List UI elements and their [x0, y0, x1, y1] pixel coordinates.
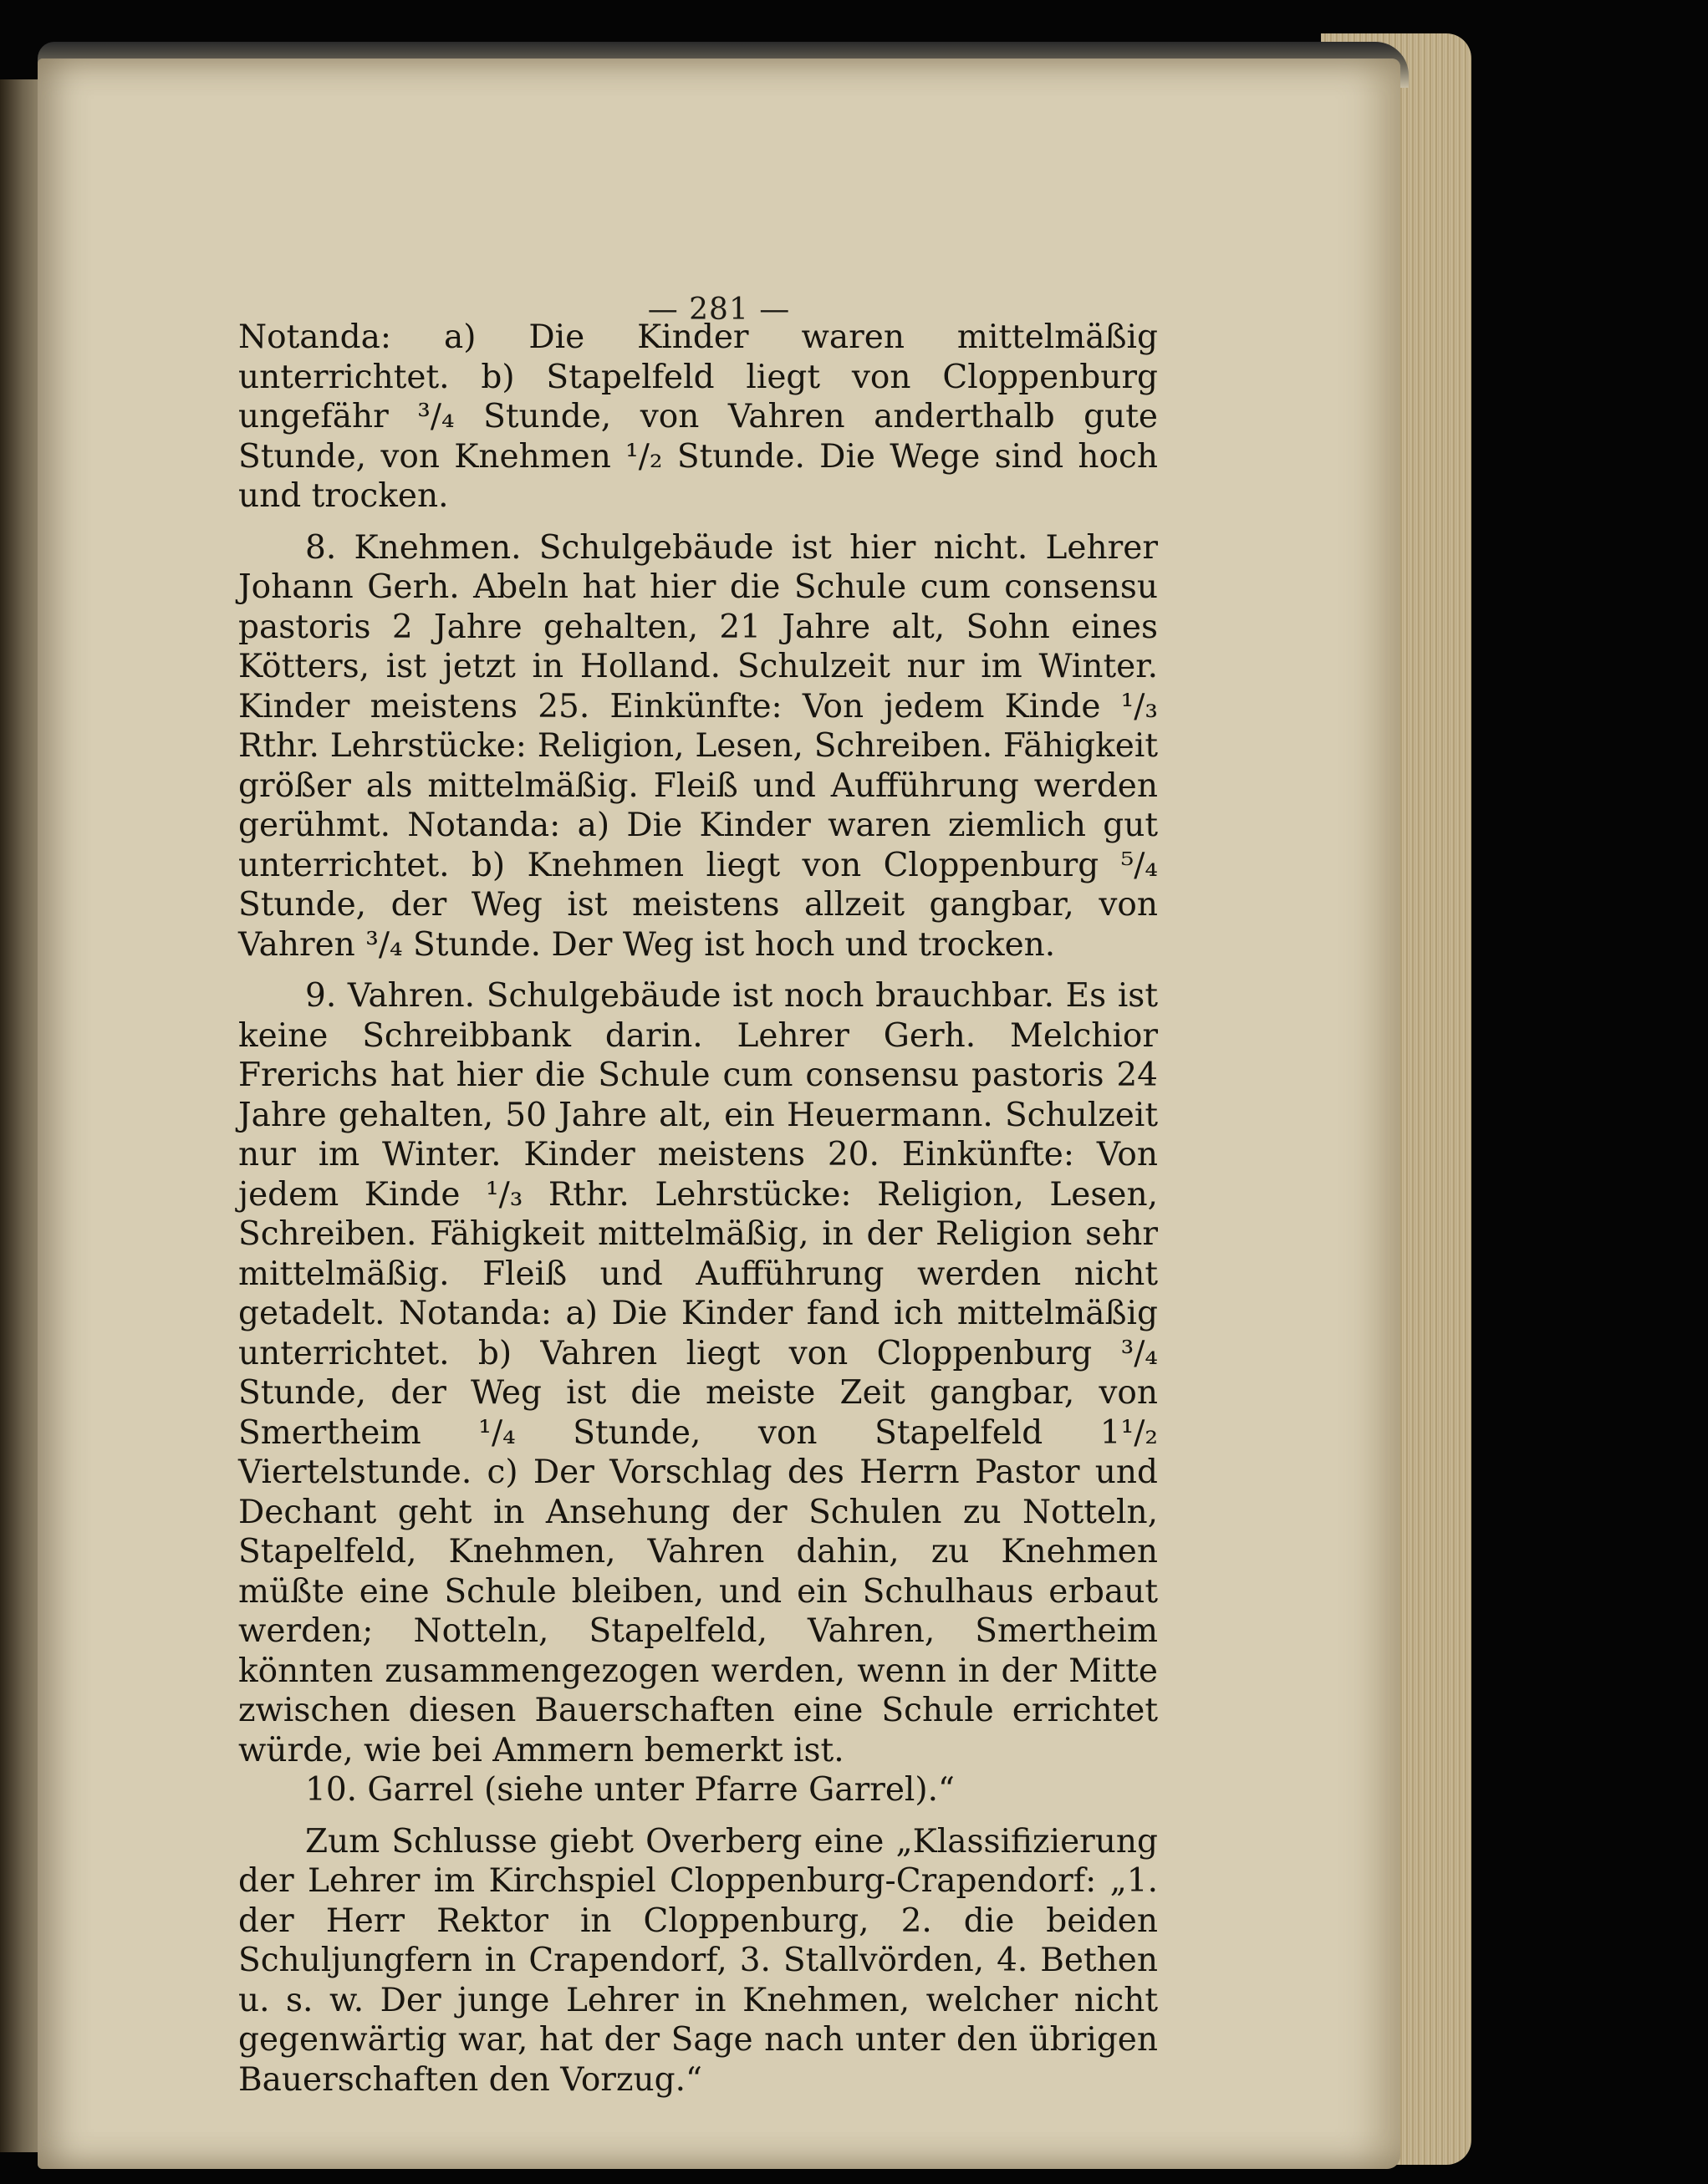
paragraph-notanda-stapelfeld: Notanda: a) Die Kinder waren mittelmäßig unterrichtet. b) Stapelfeld liegt von Cloppenburg ungefähr ³/₄ Stunde, von Vahren anderthalb gute Stunde, von Knehmen ¹/₂ Stunde. Die Wege sind hoch und trocken. [238, 318, 1158, 515]
paragraph-knehmen: 8. Knehmen. Schulgebäude ist hier nicht. Lehrer Johann Gerh. Abeln hat hier die Schule cum consensu pastoris 2 Jahre gehalten, 21 Jahre alt, Sohn eines Kötters, ist jetzt in Holland. Schulzeit nur im Winter. Kinder meistens 25. Einkünfte: Von jedem Kinde ¹/₃ Rthr. Lehrstücke: Religion, Lesen, Schreiben. Fähigkeit größer als mittelmäßig. Fleiß und Aufführung werden gerühmt. Notanda: a) Die Kinder waren ziemlich gut unterrichtet. b) Knehmen liegt von Cloppenburg ⁵/₄ Stunde, der Weg ist meistens allzeit gangbar, von Vahren ³/₄ Stunde. Der Weg ist hoch und trocken. [238, 528, 1158, 964]
book-spine [0, 79, 38, 2152]
page-number: — 281 — [647, 293, 791, 327]
body-text [238, 318, 1158, 2100]
paragraph-garrel: 10. Garrel (siehe unter Pfarre Garrel).“ [305, 1771, 955, 1809]
paragraph-vahren: 9. Vahren. Schulgebäude ist noch brauchbar. Es ist keine Schreibbank darin. Lehrer Gerh. Melchior Frerichs hat hier die Schule cum consensu pastoris 24 Jahre gehalten, 50 Jahre alt, ein Heuermann. Schulzeit nur im Winter. Kinder meistens 20. Einkünfte: Von jedem Kinde ¹/₃ Rthr. Lehrstücke: Religion, Lesen, Schreiben. Fähigkeit mittelmäßig, in der Religion sehr mittelmäßig. Fleiß und Aufführung werden nicht getadelt. Notanda: a) Die Kinder fand ich mittelmäßig unterrichtet. b) Vahren liegt von Cloppenburg ³/₄ Stunde, der Weg ist die meiste Zeit gangbar, von Smertheim ¹/₄ Stunde, von Stapelfeld 1¹/₂ Viertelstunde. c) Der Vorschlag des Herrn Pastor und Dechant geht in Ansehung der Schulen zu Notteln, Stapelfeld, Knehmen, Vahren dahin, zu Knehmen müßte eine Schule bleiben, und ein Schulhaus erbaut werden; Notteln, Stapelfeld, Vahren, Smertheim könnten zusammengezogen werden, wenn in der Mitte zwischen diesen Bauerschaften eine Schule errichtet würde, wie bei Ammern bemerkt ist. [238, 977, 1158, 1769]
paragraph-conclusion: Zum Schlusse giebt Overberg eine „Klassifizierung der Lehrer im Kirchspiel Cloppenburg-Crapendorf: „1. der Herr Rektor in Cloppenburg, 2. die beiden Schuljungfern in Crapendorf, 3. Stallvörden, 4. Bethen u. s. w. Der junge Lehrer in Knehmen, welcher nicht gegenwärtig war, hat der Sage nach unter den übrigen Bauerschaften den Vorzug.“ [238, 1822, 1158, 2099]
